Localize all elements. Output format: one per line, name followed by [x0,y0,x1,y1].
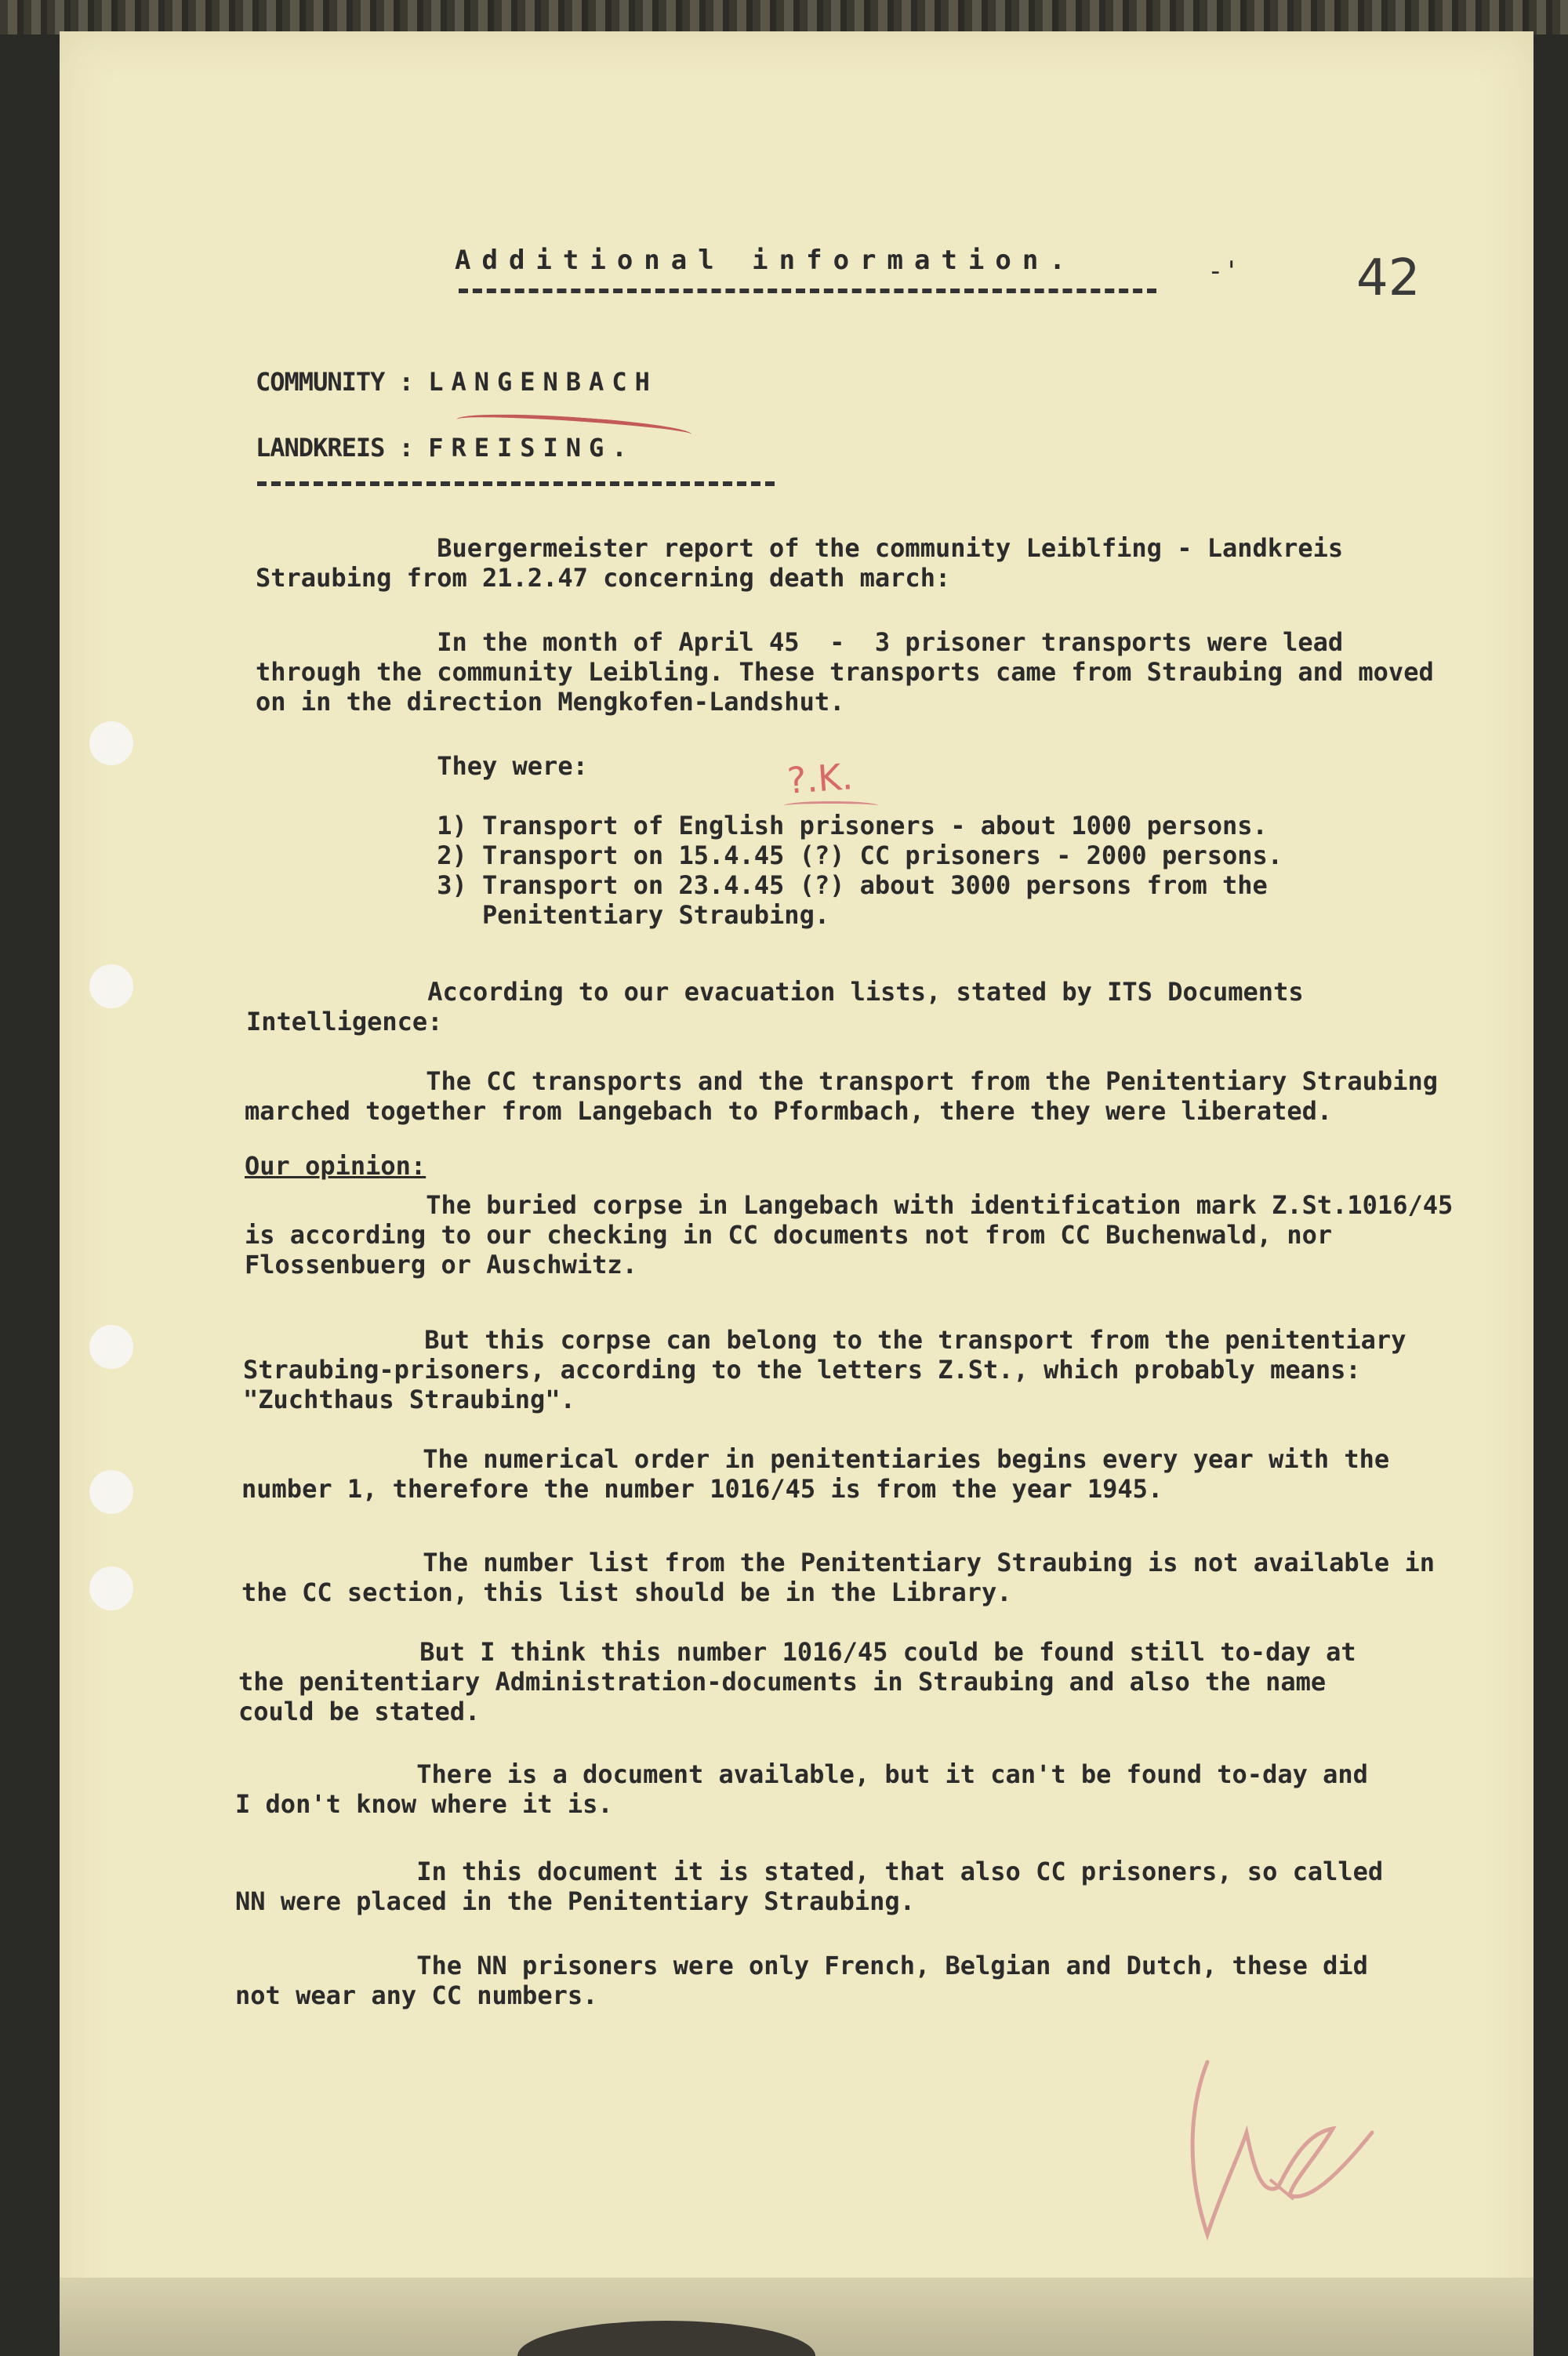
paragraph-numerical-order: The numerical order in penitentiaries begins every year with the number 1, therefore the number 1016/45 is from the year 1945. [241,1444,1390,1504]
punch-hole [89,1470,133,1514]
punch-hole [89,721,133,765]
paragraph-they-were: They were: [256,751,588,781]
paragraph-report: Buergermeister report of the community Leiblfing - Landkreis Straubing from 21.2.47 concerning death march: [256,533,1344,593]
dash-mark: -' [1207,256,1240,287]
community-label: COMMUNITY : [256,367,413,397]
landkreis-label: LANDKREIS : [256,433,413,463]
paragraph-liberated: The CC transports and the transport from the Penitentiary Straubing marched together from Langebach to Pformbach, there they were liberated. [245,1066,1438,1126]
document-title: Additional information. [455,245,1076,276]
community-value: LANGENBACH [428,367,658,397]
punch-hole [89,964,133,1008]
paragraph-document-available: There is a document available, but it can't be found to-day and I don't know where it is. [235,1759,1368,1819]
paragraph-straubing: But this corpse can belong to the transport from the penitentiary Straubing-prisoners, according to the letters Z.St., which probably means: "Zuchthaus Straubing". [243,1325,1406,1414]
opinion-heading: Our opinion: [245,1151,426,1181]
handwritten-signature [1176,2038,1396,2258]
title-underline [459,289,1156,293]
scan-top-edge [0,0,1568,34]
landkreis-field [256,433,635,463]
punch-hole [89,1325,133,1369]
landkreis-value: FREISING. [428,433,635,463]
punch-hole [89,1566,133,1610]
fields-underline [257,481,775,486]
transport-list: 1) Transport of English prisoners - about 1000 persons. 2) Transport on 15.4.45 (?) CC prisoners - 2000 persons. 3) Transport on 23.4.45 (?) about 3000 persons from the Penitentiary Straubing. [437,811,1283,930]
paragraph-number-list: The number list from the Penitentiary Straubing is not available in the CC section, this list should be in the Library. [241,1548,1435,1607]
community-field [256,367,658,397]
paragraph-nn-prisoners: The NN prisoners were only French, Belgian and Dutch, these did not wear any CC numbers. [235,1951,1368,2010]
paragraph-transports: In the month of April 45 - 3 prisoner transports were lead through the community Leibling. These transports came from Straubing and moved on in the direction Mengkofen-Landshut. [256,627,1434,717]
handwritten-mark [784,801,878,810]
handwritten-note: ?.K. [786,755,855,802]
page-number: 42 [1356,249,1421,307]
paragraph-evacuation-lists: According to our evacuation lists, stated by ITS Documents Intelligence: [246,977,1304,1036]
paragraph-administration: But I think this number 1016/45 could be found still to-day at the penitentiary Administration-documents in Straubing and also the name could be stated. [238,1637,1356,1726]
paragraph-nn-placed: In this document it is stated, that also CC prisoners, so called NN were placed in the Penitentiary Straubing. [235,1857,1384,1916]
paragraph-corpse: The buried corpse in Langebach with identification mark Z.St.1016/45 is according to our checking in CC documents not from CC Buchenwald, nor Flossenbuerg or Auschwitz. [245,1190,1454,1280]
